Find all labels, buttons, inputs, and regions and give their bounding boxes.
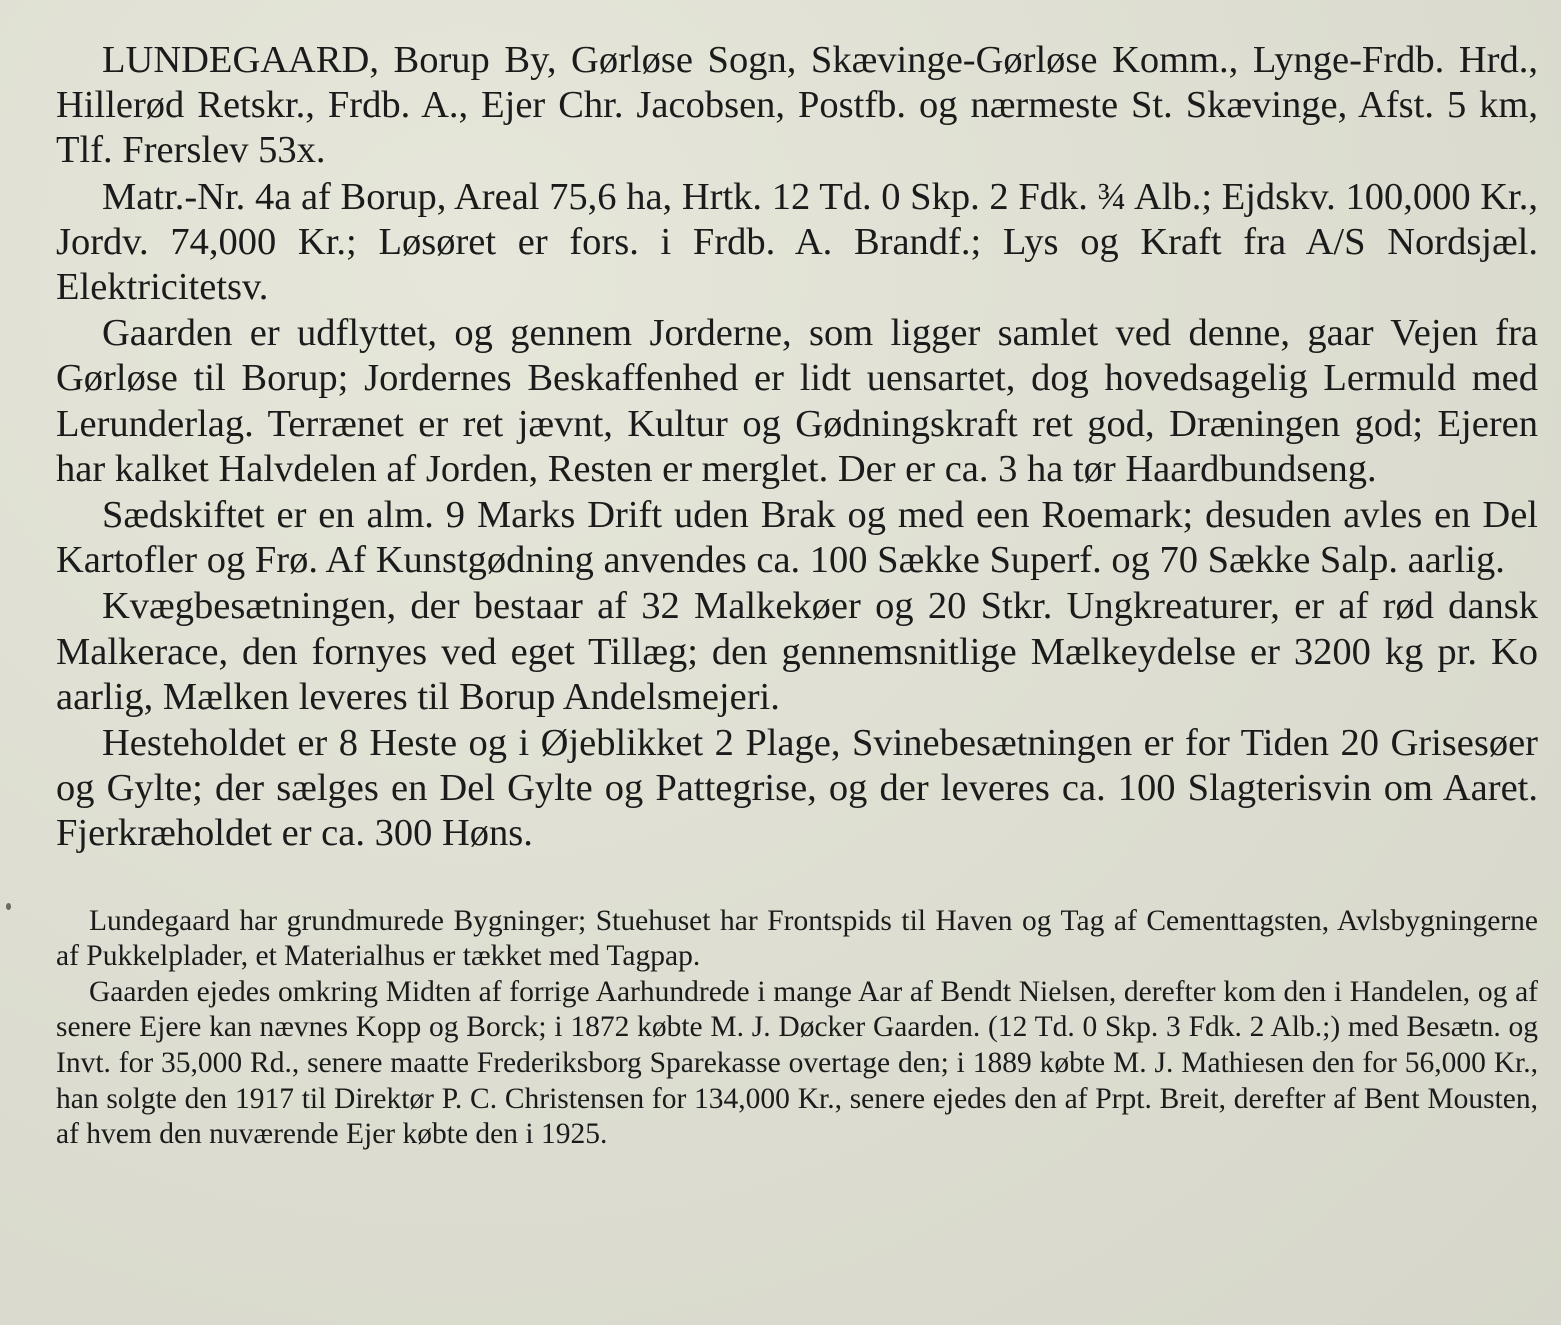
note-ownership-history: Gaarden ejedes omkring Midten af forrige Aarhundrede i mange Aar af Bendt Nielsen, derefter kom den i Handelen, og af senere Ejere kan nævnes Kopp og Borck; i 1872 købte M. J. Døcker Gaarden. (12 Td. 0 Skp. 3 Fdk. 2 Alb.;) med Besætn. og Invt. for 35,000 Rd., senere maatte Frederiksborg Sparekasse overtage den; i 1889 købte M. J. Mathiesen den for 56,000 Kr., han solgte den 1917 til Direktør P. C. Christensen for 134,000 Kr., senere ejedes den af Prpt. Breit, derefter af Bent Mousten, af hvem den nuværende Ejer købte den i 1925. xyxy=(56,975,1538,1151)
notes-section xyxy=(56,904,1538,1153)
paragraph-horses-pigs: Hesteholdet er 8 Heste og i Øjeblikket 2 Plage, Svinebesætningen er for Tiden 20 Grisesøer og Gylte; der sælges en Del Gylte og Pattegrise, og der leveres ca. 100 Slagterisvin om Aaret. Fjerkræholdet er ca. 300 Høns. xyxy=(56,722,1538,855)
paragraph-property-valuation: Matr.-Nr. 4a af Borup, Areal 75,6 ha, Hrtk. 12 Td. 0 Skp. 2 Fdk. ¾ Alb.; Ejdskv. 100,000 Kr., Jordv. 74,000 Kr.; Løsøret er fors. i Frdb. A. Brandf.; Lys og Kraft fra A/S Nordsjæl. Elektricitetsv. xyxy=(56,175,1538,309)
paragraph-cattle: Kvægbesætningen, der bestaar af 32 Malkekøer og 20 Stkr. Ungkreaturer, er af rød dansk Malkerace, den fornyes ved eget Tillæg; den gennemsnitlige Mælkeydelse er 3200 kg pr. Ko aarlig, Mælken leveres til Borup Andelsmejeri. xyxy=(56,585,1538,718)
entry-text-block xyxy=(56,38,1538,1153)
main-section xyxy=(56,38,1538,857)
paragraph-crop-rotation: Sædskiftet er en alm. 9 Marks Drift uden Brak og med een Roemark; desuden avles en Del Kartofler og Frø. Af Kunstgødning anvendes ca. 100 Sække Superf. og 70 Sække Salp. aarlig. xyxy=(56,494,1538,582)
paragraph-soil: Gaarden er udflyttet, og gennem Jorderne, som ligger samlet ved denne, gaar Vejen fra Gørløse til Borup; Jordernes Beskaffenhed er lidt uensartet, dog hovedsagelig Lermuld med Lerunderlag. Terrænet er ret jævnt, Kultur og Gødningskraft ret god, Dræningen god; Ejeren har kalket Halvdelen af Jorden, Resten er merglet. Der er ca. 3 ha tør Haardbundseng. xyxy=(56,312,1538,490)
page-speck xyxy=(6,903,11,910)
paragraph-header: LUNDEGAARD, Borup By, Gørløse Sogn, Skævinge-Gørløse Komm., Lynge-Frdb. Hrd., Hillerød Retskr., Frdb. A., Ejer Chr. Jacobsen, Postfb. og nærmeste St. Skævinge, Afst. 5 km, Tlf. Frerslev 53x. xyxy=(56,39,1538,172)
note-buildings: Lundegaard har grundmurede Bygninger; Stuehuset har Frontspids til Haven og Tag af Cementtagsten, Avlsbygningerne af Pukkelplader, et Materialhus er tækket med Tagpap. xyxy=(56,904,1538,973)
